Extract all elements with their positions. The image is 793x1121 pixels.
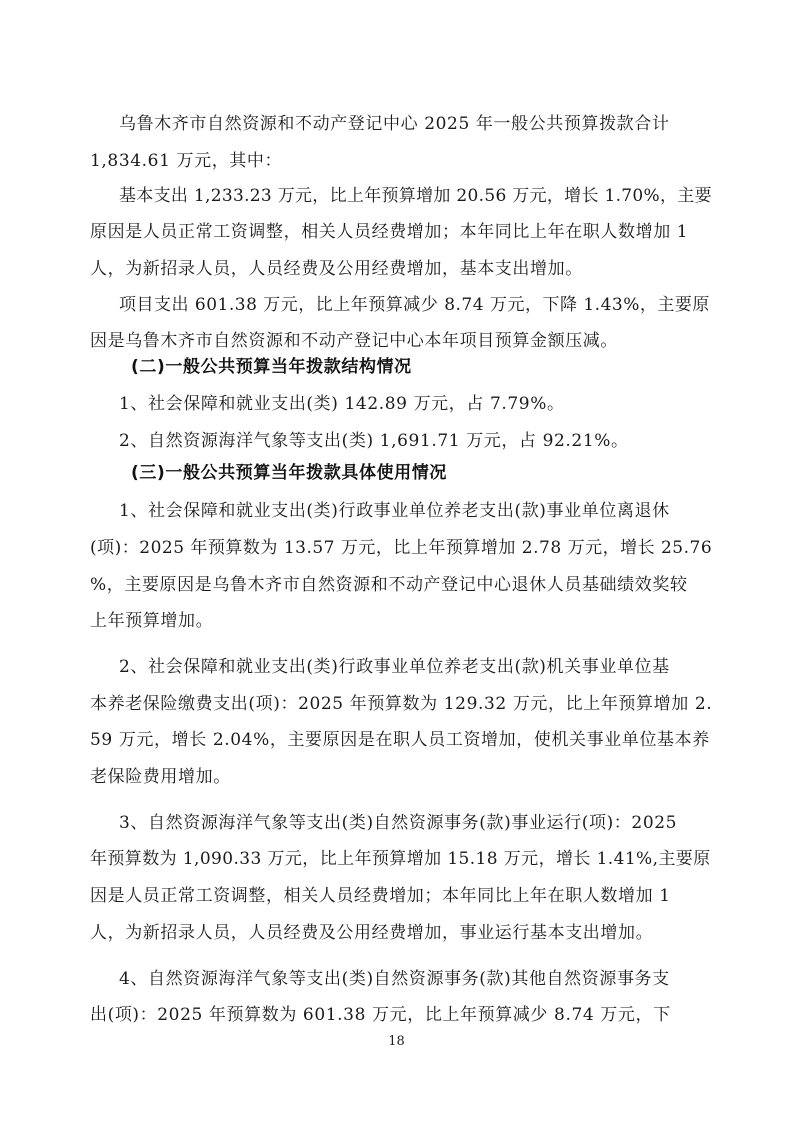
paragraph-line: 原因是人员正常工资调整，相关人员经费增加；本年同比上年在职人数增加 1: [90, 222, 689, 242]
paragraph-line: (项)：2025 年预算数为 13.57 万元，比上年预算增加 2.78 万元，增长 25.76: [90, 538, 713, 558]
paragraph-line: 1、社会保障和就业支出(类) 142.89 万元，占 7.79%。: [119, 394, 565, 414]
paragraph-line: 人，为新招录人员，人员经费及公用经费增加，基本支出增加。: [90, 259, 583, 279]
section-heading: (二)一般公共预算当年拨款结构情况: [131, 357, 412, 377]
paragraph-line: 本养老保险缴费支出(项)：2025 年预算数为 129.32 万元，比上年预算增加 2.: [90, 694, 713, 714]
paragraph-line: 基本支出 1,233.23 万元，比上年预算增加 20.56 万元，增长 1.70%，主要: [119, 186, 712, 206]
paragraph-line: 出(项)：2025 年预算数为 601.38 万元，比上年预算减少 8.74 万元，下: [90, 1005, 671, 1025]
paragraph-line: 乌鲁木齐市自然资源和不动产登记中心 2025 年一般公共预算拨款合计: [119, 114, 670, 134]
paragraph-line: 3、自然资源海洋气象等支出(类)自然资源事务(款)事业运行(项)：2025: [119, 813, 678, 833]
paragraph-line: 人，为新招录人员，人员经费及公用经费增加，事业运行基本支出增加。: [90, 923, 654, 943]
paragraph-line: 59 万元，增长 2.04%，主要原因是在职人员工资增加，使机关事业单位基本养: [90, 730, 710, 750]
paragraph-line: 因是人员正常工资调整，相关人员经费增加；本年同比上年在职人数增加 1: [90, 886, 671, 906]
paragraph-line: 2、自然资源海洋气象等支出(类) 1,691.71 万元，占 92.21%。: [119, 431, 629, 451]
page-number: 18: [388, 1034, 405, 1049]
paragraph-line: 4、自然资源海洋气象等支出(类)自然资源事务(款)其他自然资源事务支: [119, 969, 670, 989]
paragraph-line: 因是乌鲁木齐市自然资源和不动产登记中心本年项目预算金额压减。: [90, 331, 618, 351]
paragraph-line: %，主要原因是乌鲁木齐市自然资源和不动产登记中心退休人员基础绩效奖较: [90, 575, 688, 595]
paragraph-line: 2、社会保障和就业支出(类)行政事业单位养老支出(款)机关事业单位基: [119, 657, 670, 677]
paragraph-line: 1、社会保障和就业支出(类)行政事业单位养老支出(款)事业单位离退休: [119, 501, 670, 521]
section-heading: (三)一般公共预算当年拨款具体使用情况: [131, 463, 447, 483]
paragraph-line: 年预算数为 1,090.33 万元，比上年预算增加 15.18 万元，增长 1.41%,主要原: [90, 849, 711, 869]
paragraph-line: 上年预算增加。: [90, 611, 214, 631]
paragraph-line: 老保险费用增加。: [90, 767, 231, 787]
paragraph-line: 1,834.61 万元，其中：: [90, 151, 283, 171]
paragraph-line: 项目支出 601.38 万元，比上年预算减少 8.74 万元，下降 1.43%，主要原: [119, 295, 710, 315]
